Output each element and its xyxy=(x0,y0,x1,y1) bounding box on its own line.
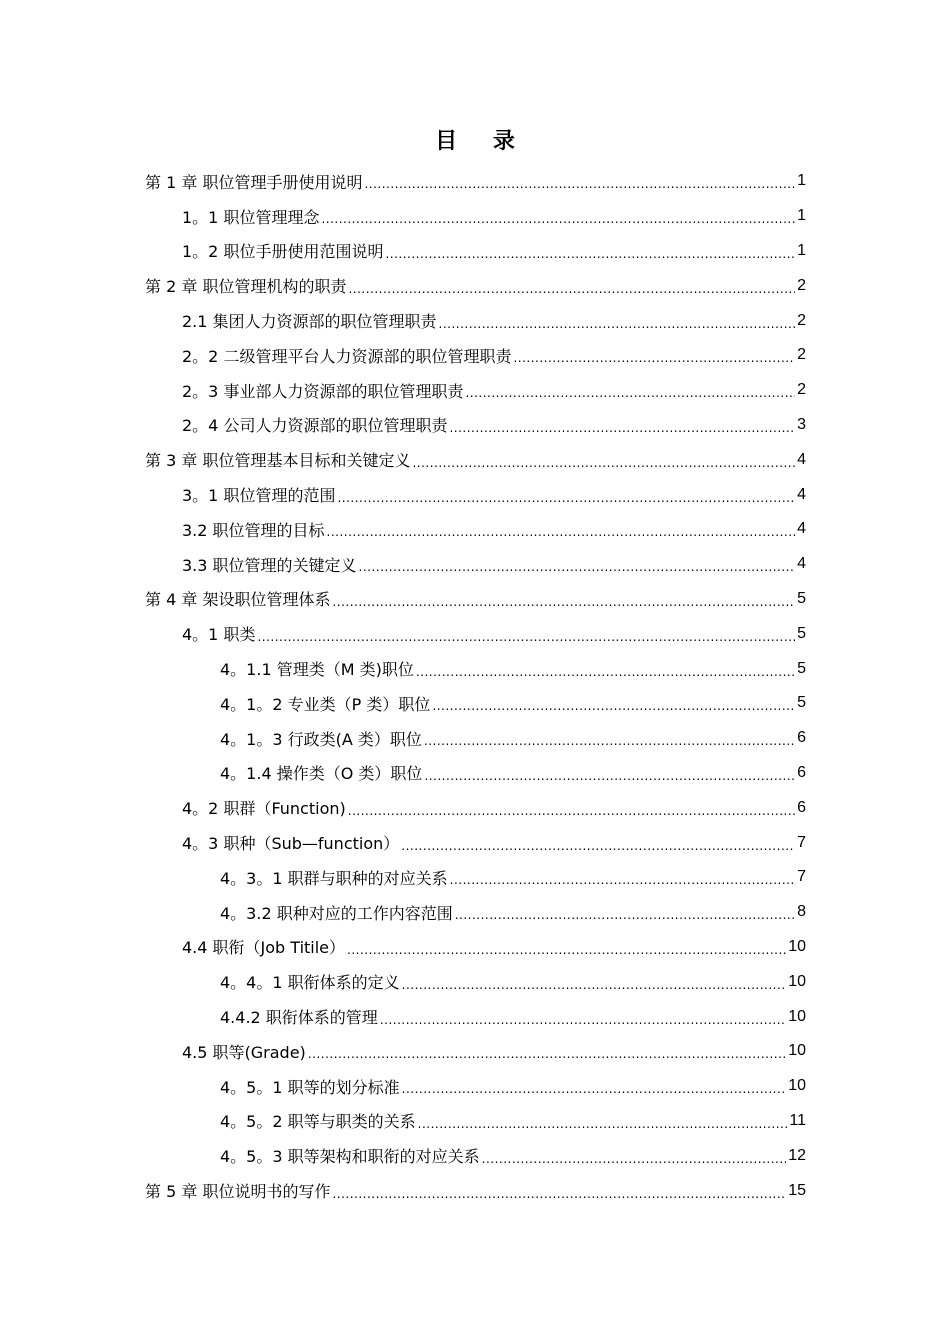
toc-entry[interactable] xyxy=(182,512,806,547)
toc-entry-label: 4。3.2 职种对应的工作内容范围 xyxy=(220,903,453,923)
toc-entry[interactable] xyxy=(182,477,806,512)
toc-entry-label: 4。3 职种（Sub—function） xyxy=(182,834,400,854)
toc-entry-label: 4。1.1 管理类（M 类)职位 xyxy=(220,660,414,680)
toc-page-number: 2 xyxy=(797,346,806,364)
toc-dot-leader xyxy=(418,1117,788,1131)
toc-entry[interactable] xyxy=(182,338,806,373)
toc-entry-label: 4。2 职群（Function) xyxy=(182,799,346,819)
toc-page-number: 5 xyxy=(797,659,806,677)
toc-entry[interactable] xyxy=(182,616,806,651)
toc-entry[interactable] xyxy=(220,964,806,999)
toc-entry-label: 4。5。3 职等架构和职衔的对应关系 xyxy=(220,1147,480,1167)
toc-entry[interactable] xyxy=(182,234,806,269)
toc-entry[interactable] xyxy=(145,442,806,477)
toc-entry[interactable] xyxy=(182,373,806,408)
toc-dot-leader xyxy=(424,769,795,783)
toc-page-number: 4 xyxy=(797,520,806,538)
toc-dot-leader xyxy=(308,1047,786,1061)
toc-entry-label: 1。2 职位手册使用范围说明 xyxy=(182,242,384,262)
toc-page-number: 10 xyxy=(788,1007,806,1025)
toc-entry-label: 4。1。3 行政类(A 类）职位 xyxy=(220,729,422,749)
toc-entry-label: 第 4 章 架设职位管理体系 xyxy=(145,590,331,610)
toc-dot-leader xyxy=(401,839,795,853)
toc-dot-leader xyxy=(439,317,796,331)
toc-entry-label: 4。5。1 职等的划分标准 xyxy=(220,1077,400,1097)
toc-page-number: 1 xyxy=(797,207,806,225)
toc-entry-label: 第 2 章 职位管理机构的职责 xyxy=(145,277,347,297)
toc-entry[interactable] xyxy=(220,756,806,791)
toc-entry-label: 3。1 职位管理的范围 xyxy=(182,486,336,506)
toc-entry-label: 4。1 职类 xyxy=(182,625,256,645)
toc-entry-label: 4.4 职衔（Job Titile） xyxy=(182,938,346,958)
toc-entry-label: 第 1 章 职位管理手册使用说明 xyxy=(145,172,363,192)
toc-entry[interactable] xyxy=(145,582,806,617)
toc-entry[interactable] xyxy=(145,268,806,303)
toc-page-number: 1 xyxy=(797,172,806,190)
toc-dot-leader xyxy=(416,665,795,679)
toc-entry[interactable] xyxy=(145,1173,806,1208)
toc-page-number: 1 xyxy=(797,241,806,259)
toc-page-number: 2 xyxy=(797,381,806,399)
toc-dot-leader xyxy=(455,908,795,922)
toc-page-number: 6 xyxy=(797,729,806,747)
toc-page-number: 4 xyxy=(797,450,806,468)
toc-entry[interactable] xyxy=(220,1069,806,1104)
toc-entry[interactable] xyxy=(220,1104,806,1139)
toc-page-number: 7 xyxy=(797,833,806,851)
toc-dot-leader xyxy=(337,491,795,505)
toc-entry[interactable] xyxy=(220,860,806,895)
toc-title: 目 录 xyxy=(435,128,529,154)
toc-dot-leader xyxy=(364,177,795,191)
toc-page-number: 11 xyxy=(789,1111,806,1129)
toc-page-number: 5 xyxy=(797,624,806,642)
toc-dot-leader xyxy=(385,247,795,261)
toc-dot-leader xyxy=(424,734,795,748)
toc-entry[interactable] xyxy=(145,164,806,199)
toc-entry-label: 1。1 职位管理理念 xyxy=(182,207,320,227)
toc-entry-label: 3.3 职位管理的关键定义 xyxy=(182,555,357,575)
toc-page-number: 2 xyxy=(797,311,806,329)
toc-page-number: 4 xyxy=(797,485,806,503)
toc-page-number: 7 xyxy=(797,868,806,886)
toc-page-number: 10 xyxy=(788,1042,806,1060)
toc-entry[interactable] xyxy=(182,790,806,825)
toc-entry[interactable] xyxy=(182,303,806,338)
toc-entry-label: 4.4.2 职衔体系的管理 xyxy=(220,1008,378,1028)
toc-dot-leader xyxy=(402,1082,787,1096)
toc-page-number: 6 xyxy=(797,798,806,816)
toc-dot-leader xyxy=(513,351,795,365)
toc-entry-label: 2.1 集团人力资源部的职位管理职责 xyxy=(182,312,437,332)
toc-page-number: 6 xyxy=(797,763,806,781)
toc-dot-leader xyxy=(359,560,796,574)
toc-entry[interactable] xyxy=(220,686,806,721)
toc-entry-label: 2。4 公司人力资源部的职位管理职责 xyxy=(182,416,448,436)
toc-dot-leader xyxy=(348,804,795,818)
toc-entry[interactable] xyxy=(220,999,806,1034)
toc-entry-label: 4。5。2 职等与职类的关系 xyxy=(220,1112,416,1132)
toc-entry[interactable] xyxy=(220,651,806,686)
toc-dot-leader xyxy=(465,386,795,400)
toc-page-number: 12 xyxy=(788,1146,806,1164)
toc-dot-leader xyxy=(432,699,795,713)
toc-page-number: 5 xyxy=(797,589,806,607)
toc-entry[interactable] xyxy=(182,825,806,860)
toc-entry[interactable] xyxy=(182,199,806,234)
toc-entry-label: 第 5 章 职位说明书的写作 xyxy=(145,1182,331,1202)
toc-dot-leader xyxy=(482,1152,787,1166)
toc-page-number: 2 xyxy=(797,276,806,294)
toc-entry-label: 3.2 职位管理的目标 xyxy=(182,520,325,540)
toc-entry-label: 4。1.4 操作类（O 类）职位 xyxy=(220,764,423,784)
toc-entry-label: 2。3 事业部人力资源部的职位管理职责 xyxy=(182,381,464,401)
toc-entry[interactable] xyxy=(220,721,806,756)
toc-dot-leader xyxy=(380,1013,786,1027)
toc-page-number: 10 xyxy=(788,1077,806,1095)
toc-dot-leader xyxy=(402,978,787,992)
toc-dot-leader xyxy=(348,282,795,296)
toc-dot-leader xyxy=(449,421,795,435)
toc-entry-label: 4。3。1 职群与职种的对应关系 xyxy=(220,868,448,888)
toc-entry[interactable] xyxy=(182,547,806,582)
toc-dot-leader xyxy=(450,873,795,887)
toc-dot-leader xyxy=(332,1187,786,1201)
toc-page-number: 5 xyxy=(797,694,806,712)
toc-page-number: 8 xyxy=(797,903,806,921)
toc-page-number: 4 xyxy=(797,555,806,573)
toc-page-number: 10 xyxy=(788,937,806,955)
toc-entry[interactable] xyxy=(220,1138,806,1173)
toc-page-number: 15 xyxy=(788,1181,806,1199)
toc-page-number: 3 xyxy=(797,415,806,433)
toc-dot-leader xyxy=(321,212,795,226)
toc-entry[interactable] xyxy=(220,895,806,930)
toc-dot-leader xyxy=(347,943,786,957)
toc-entry-label: 2。2 二级管理平台人力资源部的职位管理职责 xyxy=(182,346,512,366)
toc-entry[interactable] xyxy=(182,930,806,965)
toc-dot-leader xyxy=(412,456,795,470)
toc-entry[interactable] xyxy=(182,408,806,443)
toc-dot-leader xyxy=(327,525,796,539)
toc-page-number: 10 xyxy=(788,972,806,990)
toc-entry-label: 4。1。2 专业类（P 类）职位 xyxy=(220,694,431,714)
toc-entry-label: 4。4。1 职衔体系的定义 xyxy=(220,973,400,993)
toc-dot-leader xyxy=(332,595,795,609)
toc-entry[interactable] xyxy=(182,1034,806,1069)
toc-entry-label: 第 3 章 职位管理基本目标和关键定义 xyxy=(145,451,411,471)
toc-dot-leader xyxy=(257,630,795,644)
toc-entry-label: 4.5 职等(Grade) xyxy=(182,1042,306,1062)
